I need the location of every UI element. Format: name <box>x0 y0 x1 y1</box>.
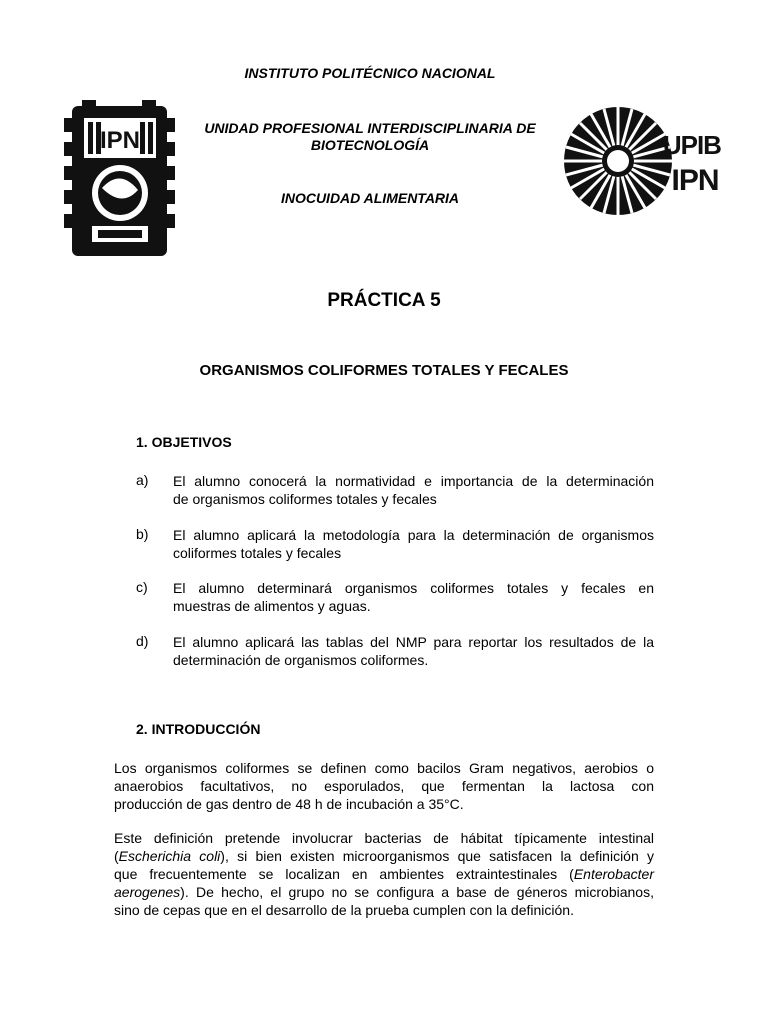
practice-title: PRÁCTICA 5 <box>327 290 441 311</box>
upibi-logo-ipn-text: IPN <box>671 164 719 197</box>
unit-name <box>180 120 560 154</box>
upibi-logo <box>562 104 722 218</box>
ipn-logo-text: IPN <box>99 127 141 154</box>
intro-p2-line4-post: ). De hecho, el grupo no se configura a base de géneros microbianos, <box>180 884 654 900</box>
objective-c-letter: c) <box>136 579 148 595</box>
objective-a-line1: El alumno conocerá la normatividad e importancia de la determinación <box>173 473 654 489</box>
course-name: INOCUIDAD ALIMENTARIA <box>280 190 460 206</box>
upibi-logo-text: UPIBI <box>662 130 722 160</box>
objective-c-line1: El alumno determinará organismos coliformes totales y fecales en <box>173 580 654 596</box>
intro-paragraph-2 <box>114 829 654 919</box>
species-escherichia-coli: Escherichia coli <box>118 848 221 864</box>
intro-p1-line1: Los organismos coliformes se definen como bacilos Gram negativos, aerobios o <box>114 760 654 776</box>
unit-name-line2: BIOTECNOLOGÍA <box>310 137 430 153</box>
section-introduction-heading: 2. INTRODUCCIÓN <box>136 721 261 737</box>
objective-c-line2: muestras de alimentos y aguas. <box>173 598 371 614</box>
objective-a-text <box>173 472 654 508</box>
intro-p2-line4 <box>114 883 654 901</box>
intro-p1-line3: producción de gas dentro de 48 h de incubación a 35°C. <box>114 796 464 812</box>
practice-subtitle: ORGANISMOS COLIFORMES TOTALES Y FECALES <box>199 362 569 379</box>
intro-paragraph-1 <box>114 759 654 813</box>
objective-b-line1: El alumno aplicará la metodología para la determinación de organismos <box>173 527 654 543</box>
objective-b-line2: coliformes totales y fecales <box>173 545 342 561</box>
objective-d-text <box>173 633 654 669</box>
unit-name-line1: UNIDAD PROFESIONAL INTERDISCIPLINARIA DE <box>204 120 536 136</box>
ipn-logo <box>62 98 177 256</box>
section-objectives-heading: 1. OBJETIVOS <box>136 434 232 450</box>
intro-p2-line2-post: ), si bien existen microorganismos que satisfacen la definición y <box>220 848 654 864</box>
intro-p2-line3 <box>114 865 654 883</box>
species-enterobacter: Enterobacter <box>573 866 654 882</box>
objective-a-line2: de organismos coliformes totales y fecales <box>173 491 437 507</box>
objective-b-letter: b) <box>136 526 149 542</box>
objective-d-letter: d) <box>136 633 149 649</box>
intro-p2-line5: sino de cepas que en el desarrollo de la prueba cumplen con la definición. <box>114 902 574 918</box>
objective-d-line2: determinación de organismos coliformes. <box>173 652 429 668</box>
objective-c-text <box>173 579 654 615</box>
objective-a-letter: a) <box>136 472 149 488</box>
intro-p2-line2 <box>114 847 654 865</box>
institution-name: INSTITUTO POLITÉCNICO NACIONAL <box>244 65 496 81</box>
intro-p2-line2-pre: ( <box>114 848 119 864</box>
objective-b-text <box>173 526 654 562</box>
objective-d-line1: El alumno aplicará las tablas del NMP para reportar los resultados de la <box>173 634 654 650</box>
intro-p2-line1: Este definición pretende involucrar bacterias de hábitat típicamente intestinal <box>114 830 654 846</box>
intro-p2-line3-pre: que frecuentemente se localizan en ambientes extraintestinales ( <box>114 866 574 882</box>
intro-p1-line2: anaerobios facultativos, no esporulados, que fermentan la lactosa con <box>114 778 654 794</box>
species-aerogenes: aerogenes <box>114 884 181 900</box>
